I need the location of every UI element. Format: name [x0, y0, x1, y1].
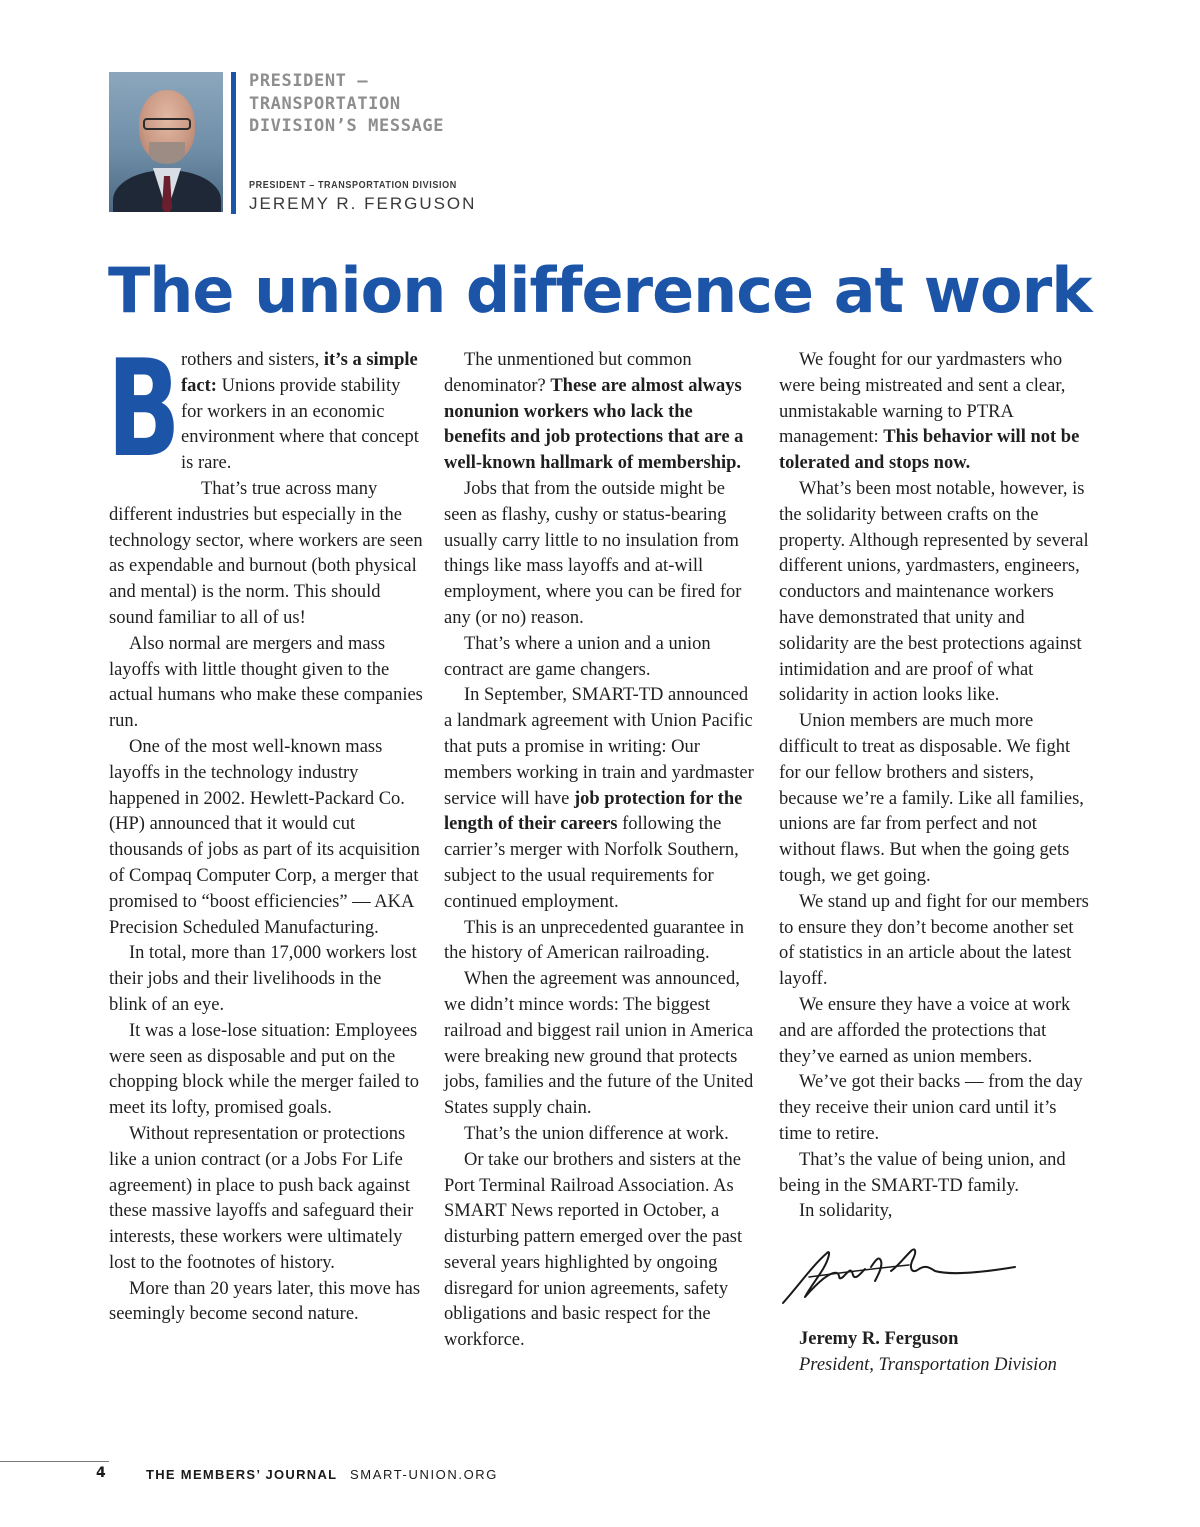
- article-column-2: [444, 348, 758, 1354]
- photo-glasses: [143, 118, 191, 130]
- signature-image: [779, 1237, 1019, 1317]
- paragraph: What’s been most notable, however, is the solidarity between crafts on the property. Although represented by several different unions, yardmasters, engineers, conductors and maintenance workers have demonstrated that unity and solidarity are the best protections against intimidation and are proof of what solidarity in action looks like.: [779, 478, 1089, 706]
- paragraph: That’s the union difference at work.: [464, 1123, 729, 1144]
- website-link[interactable]: SMART-UNION.ORG: [350, 1467, 498, 1482]
- photo-beard: [149, 142, 185, 164]
- paragraph: We stand up and fight for our members to ensure they don’t become another set of statistics in an article about the latest layoff.: [779, 891, 1089, 990]
- header-accent-bar: [231, 72, 236, 214]
- paragraph: When the agreement was announced, we didn’t mince words: The biggest railroad and biggest rail union in America were breaking new ground that protects jobs, families and the future of the United States supply chain.: [444, 969, 754, 1119]
- paragraph: That’s true across many different industries but especially in the technology sector, where workers are seen as expendable and burnout (both physical and mental) is the norm. This should sound familiar to all of us!: [109, 478, 423, 628]
- paragraph: Also normal are mergers and mass layoffs with little thought given to the actual humans who make these companies run.: [109, 633, 423, 732]
- paragraph: In total, more than 17,000 workers lost their jobs and their livelihoods in the blink of an eye.: [109, 943, 417, 1015]
- paragraph: rothers and sisters, it’s a simple fact: Unions provide stability for workers in an economic environment where that concept is rare.: [181, 350, 419, 474]
- author-role: PRESIDENT – TRANSPORTATION DIVISION: [249, 179, 457, 191]
- article-column-3: [779, 348, 1093, 1379]
- publication-name: THE MEMBERS’ JOURNAL: [146, 1467, 338, 1482]
- drop-cap: B: [107, 331, 181, 487]
- paragraph: We ensure they have a voice at work and are afforded the protections that they’ve earned as union members.: [779, 994, 1071, 1067]
- signatory-title: President, Transportation Division: [799, 1354, 1057, 1375]
- closing-line: In solidarity,: [799, 1201, 893, 1222]
- author-photo: [109, 72, 223, 212]
- footer-rule: [0, 1461, 109, 1462]
- paragraph: This is an unprecedented guarantee in the history of American railroading.: [444, 917, 744, 964]
- paragraph: That’s where a union and a union contract are game changers.: [444, 633, 711, 680]
- article-title: The union difference at work: [108, 254, 1092, 327]
- paragraph: One of the most well-known mass layoffs in the technology industry happened in 2002. Hewlett-Packard Co. (HP) announced that it would cut thousands of jobs as part of its acquisition of Compaq Computer Corp, a merger that promised to “boost efficiencies” — AKA Precision Scheduled Manufacturing.: [109, 736, 420, 938]
- paragraph: We’ve got their backs — from the day they receive their union card until it’s time to retire.: [779, 1072, 1083, 1144]
- paragraph: That’s the value of being union, and being in the SMART-TD family.: [779, 1149, 1066, 1196]
- paragraph: It was a lose-lose situation: Employees were seen as disposable and put on the chopping block while the merger failed to meet its lofty, promised goals.: [109, 1020, 419, 1119]
- paragraph: In September, SMART-TD announced a landmark agreement with Union Pacific that puts a promise in writing: Our members working in train and yardmaster service will have job protection for the length of their careers following the carrier’s merger with Norfolk Southern, subject to the usual requirements for continued employment.: [444, 685, 754, 912]
- paragraph: We fought for our yardmasters who were being mistreated and sent a clear, unmistakable warning to PTRA management: This behavior will not be tolerated and stops now.: [779, 350, 1080, 474]
- paragraph: The unmentioned but common denominator? These are almost always nonunion workers who lack the benefits and job protections that are a well-known hallmark of membership.: [444, 350, 744, 474]
- section-kicker: PRESIDENT – TRANSPORTATION DIVISION’S MESSAGE: [249, 71, 445, 136]
- page-number: 4: [96, 1465, 106, 1481]
- paragraph: Jobs that from the outside might be seen as flashy, cushy or status-bearing usually carry little to no insulation from things like mass layoffs and at-will employment, where you can be fired for any (or no) reason.: [444, 478, 742, 628]
- paragraph: More than 20 years later, this move has seemingly become second nature.: [109, 1278, 421, 1325]
- paragraph: Union members are much more difficult to treat as disposable. We fight for our fellow brothers and sisters, because we’re a family. Like all families, unions are far from perfect and not without flaws. But when the going gets tough, we get going.: [779, 711, 1084, 886]
- article-column-1: [107, 331, 423, 1328]
- paragraph: Or take our brothers and sisters at the Port Terminal Railroad Association. As SMART News reported in October, a disturbing pattern emerged over the past several years highlighted by ongoing disregard for union agreements, safety obligations and basic respect for the workforce.: [444, 1149, 743, 1351]
- paragraph: Without representation or protections like a union contract (or a Jobs For Life agreement) in place to push back against these massive layoffs and safeguard their interests, these workers were ultimately lost to the footnotes of history.: [109, 1123, 414, 1273]
- author-name: JEREMY R. FERGUSON: [249, 194, 477, 213]
- signatory-name: Jeremy R. Ferguson: [799, 1329, 959, 1350]
